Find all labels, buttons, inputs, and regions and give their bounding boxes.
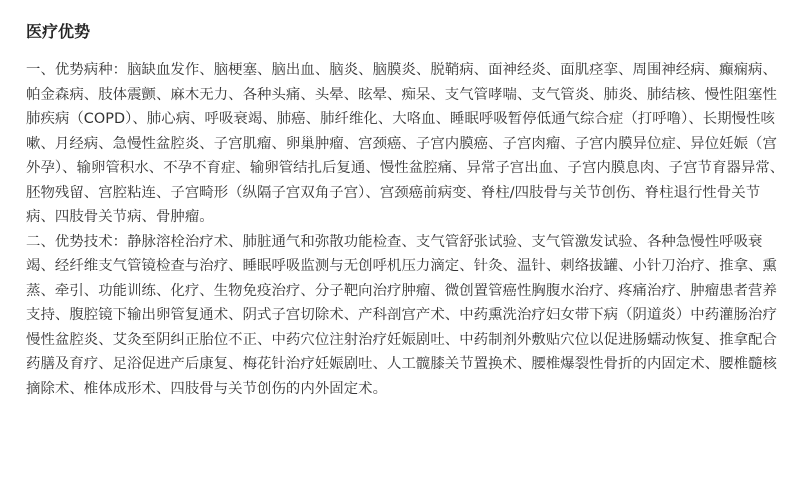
article [26, 16, 788, 401]
advantage-diseases-paragraph: 一、优势病种：脑缺血发作、脑梗塞、脑出血、脑炎、脑膜炎、脱鞘病、面神经炎、面肌痉挛、周围神经病、癫痫病、帕金森病、肢体震颤、麻木无力、各种头痛、头晕、眩晕、痴呆、支气管哮喘、支气管炎、肺炎、肺结核、慢性阻塞性肺疾病（COPD）、肺心病、呼吸衰竭、肺癌、肺纤维化、大咯血、睡眠呼吸暂停低通气综合症（打呼噜）、长期慢性咳嗽、月经病、急慢性盆腔炎、子宫肌瘤、卵巢肿瘤、宫颈癌、子宫内膜癌、子宫肉瘤、子宫内膜异位症、异位妊娠（宫外孕）、输卵管积水、不孕不育症、输卵管结扎后复通、慢性盆腔痛、异常子宫出血、子宫内膜息肉、子宫节育器异常、胚物残留、宫腔粘连、子宫畸形（纵隔子宫双角子宫）、宫颈癌前病变、脊柱/四肢骨与关节创伤、脊柱退行性骨关节病、四肢骨关节病、骨肿瘤。 [26, 62, 785, 225]
advantage-techniques-paragraph: 二、优势技术：静脉溶栓治疗术、肺脏通气和弥散功能检查、支气管舒张试验、支气管激发试验、各种急慢性呼吸衰竭、经纤维支气管镜检查与治疗、睡眠呼吸监测与无创呼机压力滴定、针灸、温针、刺络拔罐、小针刀治疗、推拿、熏蒸、牵引、功能训练、化疗、生物免疫治疗、分子靶向治疗肿瘤、微创置管癌性胸腹水治疗、疼痛治疗、肿瘤患者营养支持、腹腔镜下输出卵管复通术、阴式子宫切除术、产科剖宫产术、中药熏洗治疗妇女带下病（阴道炎）中药灌肠治疗慢性盆腔炎、艾灸至阴纠正胎位不正、中药穴位注射治疗妊娠剧吐、中药制剂外敷贴穴位以促进肠蠕动恢复、推拿配合药膳及育疗、足浴促进产后康复、梅花针治疗妊娠剧吐、人工髋膝关节置换术、腰椎爆裂性骨折的内固定术、腰椎髓核摘除术、椎体成形术、四肢骨与关节创伤的内外固定术。 [26, 233, 777, 397]
article-title: 医疗优势 [26, 22, 91, 41]
